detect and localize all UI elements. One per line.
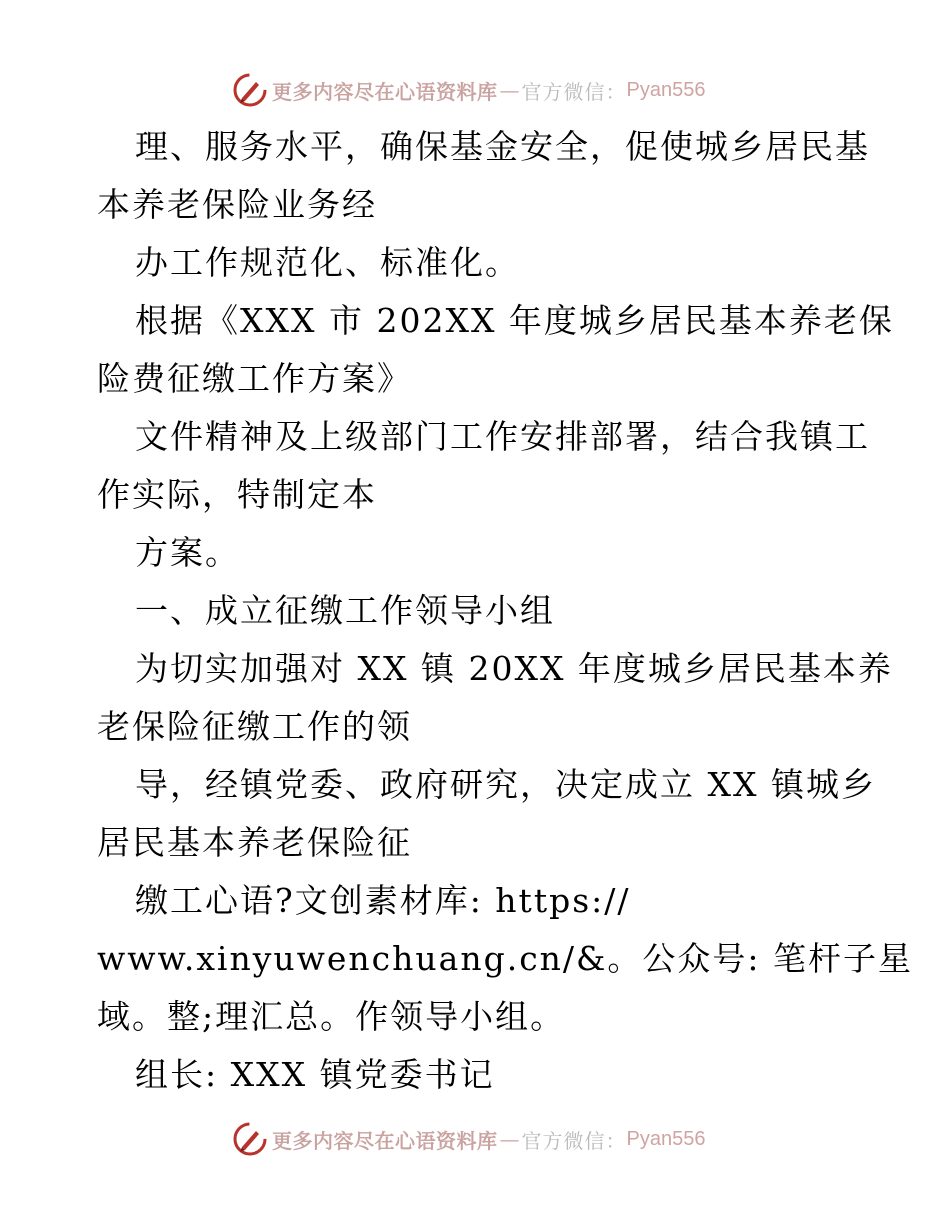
header-wechat-id: Pyan556 (626, 78, 706, 101)
body-line: 本养老保险业务经 (97, 185, 377, 224)
pen-logo-icon (232, 1121, 268, 1157)
body-line: 险费征缴工作方案》 (97, 359, 412, 398)
header-banner-separator: — (499, 78, 520, 102)
body-line: 老保险征缴工作的领 (97, 707, 412, 746)
body-line: 办工作规范化、标准化。 (135, 243, 520, 282)
footer-banner (232, 1119, 732, 1159)
body-line: 文件精神及上级部门工作安排部署，结合我镇工 (135, 417, 870, 456)
body-line: 组长: XXX 镇党委书记 (135, 1055, 495, 1094)
pen-logo-icon (232, 72, 268, 108)
footer-wechat-label: 官方微信： (521, 1128, 627, 1153)
body-line: 为切实加强对 XX 镇 20XX 年度城乡居民基本养 (135, 649, 893, 688)
body-line: 根据《XXX 市 202XX 年度城乡居民基本养老保 (135, 301, 894, 340)
header-banner (232, 70, 732, 110)
body-line: 理、服务水平，确保基金安全，促使城乡居民基 (135, 127, 870, 166)
header-banner-text: 更多内容尽在心语资料库 (272, 79, 498, 104)
body-line: 方案。 (135, 533, 240, 572)
body-line: 缴工心语?文创素材库: https:// (135, 881, 631, 920)
body-line: 域。整;理汇总。作领导小组。 (97, 997, 566, 1036)
footer-wechat-id: Pyan556 (626, 1127, 706, 1150)
footer-banner-text: 更多内容尽在心语资料库 (272, 1128, 498, 1153)
body-line: 导，经镇党委、政府研究，决定成立 XX 镇城乡 (135, 765, 876, 804)
document-body (97, 118, 914, 1104)
body-line: 居民基本养老保险征 (97, 823, 412, 862)
body-line: 作实际，特制定本 (97, 475, 377, 514)
footer-banner-separator: — (499, 1127, 520, 1151)
body-line: www.xinyuwenchuang.cn/&。公众号: 笔杆子星 (97, 939, 914, 978)
header-wechat-label: 官方微信： (521, 79, 627, 104)
section-heading: 一、成立征缴工作领导小组 (135, 591, 555, 630)
